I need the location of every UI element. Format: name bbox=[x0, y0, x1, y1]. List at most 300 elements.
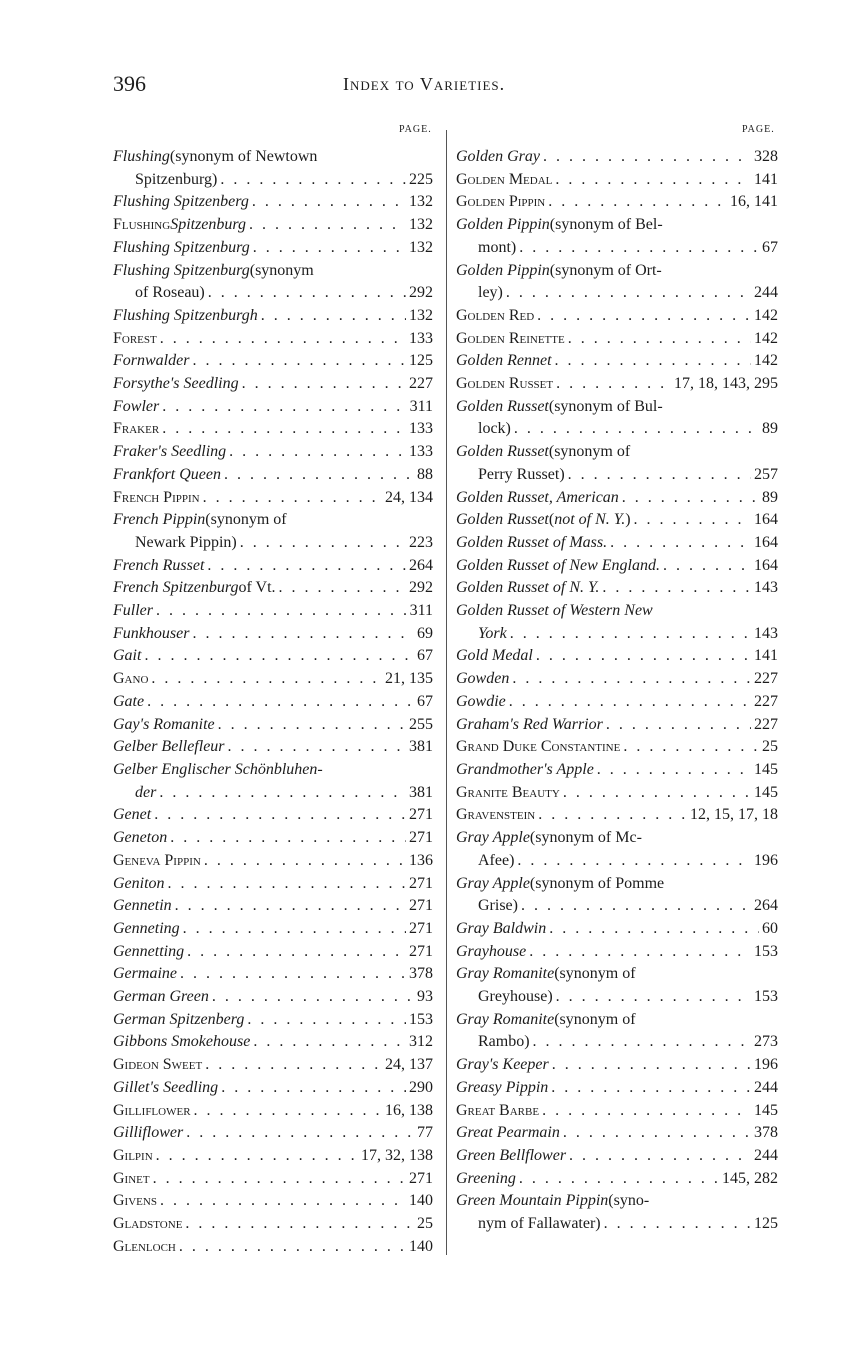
index-entry bbox=[456, 691, 778, 714]
entry-text: Gray Baldwin bbox=[456, 919, 547, 937]
entry-text: (synonym of bbox=[554, 965, 636, 983]
entry-page-number: 77 bbox=[417, 1124, 433, 1142]
index-entry-line bbox=[113, 691, 433, 714]
index-entry-line bbox=[456, 645, 778, 668]
index-entry bbox=[113, 1054, 433, 1077]
dot-leader bbox=[543, 146, 751, 169]
index-entry bbox=[456, 305, 778, 328]
dot-leader bbox=[220, 169, 406, 192]
index-entry bbox=[456, 396, 778, 441]
index-entry bbox=[113, 895, 433, 918]
entry-page-number: 257 bbox=[754, 465, 778, 483]
index-entry bbox=[456, 1054, 778, 1077]
index-entry-line bbox=[113, 1168, 433, 1191]
index-entry bbox=[456, 736, 778, 759]
index-entry-line bbox=[113, 487, 433, 510]
index-entry bbox=[113, 873, 433, 896]
entry-page-number: 67 bbox=[417, 692, 433, 710]
entry-page-number: 271 bbox=[409, 1169, 433, 1187]
index-entry-line bbox=[113, 1077, 433, 1100]
entry-page-number: 89 bbox=[762, 420, 778, 438]
dot-leader bbox=[203, 487, 382, 510]
index-entry-line bbox=[113, 237, 433, 260]
dot-leader bbox=[179, 1236, 406, 1259]
dot-leader bbox=[521, 895, 751, 918]
index-entry-line bbox=[456, 963, 778, 986]
index-entry bbox=[456, 532, 778, 555]
dot-leader bbox=[156, 600, 407, 623]
index-entry bbox=[456, 214, 778, 259]
dot-leader bbox=[154, 804, 406, 827]
index-entry bbox=[113, 1009, 433, 1032]
entry-text: Gano bbox=[113, 670, 149, 688]
index-entry-line bbox=[456, 350, 778, 373]
entry-text: Genet bbox=[113, 806, 152, 824]
dot-leader bbox=[568, 328, 751, 351]
dot-leader bbox=[192, 623, 414, 646]
index-entry-line bbox=[456, 1009, 778, 1032]
dot-leader bbox=[538, 804, 687, 827]
index-entry-line bbox=[456, 418, 778, 441]
entry-text: Golden Russet of Mass. bbox=[456, 533, 608, 551]
entry-page-number: 67 bbox=[417, 647, 433, 665]
entry-page-number: 273 bbox=[754, 1033, 778, 1051]
index-entry bbox=[113, 146, 433, 191]
index-entry bbox=[456, 1077, 778, 1100]
entry-text: Flushing Spitzenburg bbox=[113, 261, 250, 279]
entry-page-number: 132 bbox=[409, 306, 433, 324]
entry-page-number: 25 bbox=[762, 738, 778, 756]
dot-leader bbox=[228, 736, 406, 759]
entry-page-number: 153 bbox=[409, 1010, 433, 1028]
entry-page-number: 264 bbox=[409, 556, 433, 574]
entry-text: Golden Russet of Western New bbox=[456, 602, 653, 620]
entry-page-number: 227 bbox=[754, 670, 778, 688]
dot-leader bbox=[212, 986, 414, 1009]
entry-page-number: 17, 18, 143, 295 bbox=[674, 375, 778, 393]
entry-page-number: 132 bbox=[409, 193, 433, 211]
index-entry bbox=[456, 487, 778, 510]
index-entry bbox=[456, 941, 778, 964]
dot-leader bbox=[224, 464, 414, 487]
index-entry bbox=[113, 1031, 433, 1054]
dot-leader bbox=[510, 623, 751, 646]
entry-text: Golden Russet bbox=[456, 397, 549, 415]
entry-text: Gilliflower bbox=[113, 1124, 184, 1142]
entry-page-number: 24, 137 bbox=[385, 1056, 433, 1074]
entry-text: Fraker's Seedling bbox=[113, 443, 227, 461]
index-entry-line bbox=[456, 850, 778, 873]
entry-page-number: 271 bbox=[409, 942, 433, 960]
entry-text: ley) bbox=[478, 284, 503, 302]
index-entry-line bbox=[113, 146, 433, 169]
entry-text: Perry Russet) bbox=[478, 465, 565, 483]
entry-text: Gideon Sweet bbox=[113, 1056, 203, 1074]
entry-page-number: 16, 141 bbox=[730, 193, 778, 211]
entry-text: York bbox=[478, 624, 507, 642]
index-entry bbox=[113, 850, 433, 873]
entry-page-number: 143 bbox=[754, 624, 778, 642]
right-column-page-label: PAGE. bbox=[742, 124, 775, 135]
index-entry bbox=[113, 1213, 433, 1236]
dot-leader bbox=[606, 714, 751, 737]
entry-page-number: 227 bbox=[754, 692, 778, 710]
index-entry-line bbox=[456, 282, 778, 305]
index-entry bbox=[113, 555, 433, 578]
index-entry-line bbox=[113, 169, 433, 192]
dot-leader bbox=[153, 1168, 406, 1191]
index-right-column bbox=[456, 146, 778, 1236]
entry-text: (synonym of bbox=[554, 1010, 636, 1028]
entry-page-number: 145 bbox=[754, 783, 778, 801]
entry-page-number: 143 bbox=[754, 579, 778, 597]
entry-text: Golden Russet, American bbox=[456, 488, 619, 506]
entry-text: (synonym of bbox=[205, 511, 287, 529]
dot-leader bbox=[252, 191, 406, 214]
entry-page-number: 21, 135 bbox=[385, 670, 433, 688]
entry-text: Greyhouse) bbox=[478, 988, 553, 1006]
index-entry bbox=[113, 827, 433, 850]
index-entry-line bbox=[456, 305, 778, 328]
entry-text: nym of Fallawater) bbox=[478, 1215, 601, 1233]
index-entry-line bbox=[456, 1031, 778, 1054]
dot-leader bbox=[517, 850, 751, 873]
index-entry bbox=[113, 1145, 433, 1168]
entry-page-number: 264 bbox=[754, 897, 778, 915]
index-entry bbox=[456, 1168, 778, 1191]
entry-text: Spitzenburg bbox=[170, 216, 247, 234]
index-entry bbox=[113, 1122, 433, 1145]
entry-text: Geneton bbox=[113, 829, 168, 847]
index-entry bbox=[113, 986, 433, 1009]
entry-text: (synonym of Newtown bbox=[169, 148, 318, 165]
index-entry-line bbox=[113, 1213, 433, 1236]
index-entry-line bbox=[456, 396, 778, 419]
index-entry-line bbox=[113, 328, 433, 351]
index-entry bbox=[113, 441, 433, 464]
entry-text: Graham's Red Warrior bbox=[456, 715, 603, 733]
entry-text: Golden Russet bbox=[456, 511, 549, 529]
dot-leader bbox=[221, 1077, 406, 1100]
running-title: Index to Varieties. bbox=[343, 74, 506, 94]
index-entry-line bbox=[456, 623, 778, 646]
index-entry-line bbox=[113, 191, 433, 214]
dot-leader bbox=[563, 1122, 751, 1145]
entry-page-number: 132 bbox=[409, 216, 433, 234]
entry-text: Germaine bbox=[113, 965, 177, 983]
entry-page-number: 164 bbox=[754, 511, 778, 529]
entry-text: Flushing bbox=[113, 216, 171, 234]
entry-text: Glenloch bbox=[113, 1237, 176, 1255]
index-left-column bbox=[113, 146, 433, 1258]
entry-page-number: 24, 134 bbox=[385, 488, 433, 506]
entry-page-number: 145 bbox=[754, 1101, 778, 1119]
entry-page-number: 125 bbox=[754, 1215, 778, 1233]
index-entry-line bbox=[456, 441, 778, 464]
dot-leader bbox=[151, 668, 382, 691]
dot-leader bbox=[512, 668, 751, 691]
entry-page-number: 164 bbox=[754, 556, 778, 574]
entry-text: Gray Romanite bbox=[456, 1010, 555, 1028]
index-entry-line bbox=[456, 600, 778, 623]
entry-text: Golden Pippin bbox=[456, 193, 546, 211]
entry-text: Gillet's Seedling bbox=[113, 1078, 219, 1096]
entry-text: Greening bbox=[456, 1169, 516, 1187]
index-entry bbox=[456, 804, 778, 827]
entry-text: Rambo) bbox=[478, 1033, 530, 1051]
entry-text: Golden Red bbox=[456, 306, 535, 324]
entry-page-number: 133 bbox=[409, 420, 433, 438]
entry-page-number: 311 bbox=[409, 397, 433, 415]
index-entry bbox=[113, 1100, 433, 1123]
index-entry bbox=[113, 759, 433, 804]
dot-leader bbox=[279, 577, 406, 600]
dot-leader bbox=[159, 782, 406, 805]
entry-text: Flushing bbox=[113, 148, 170, 165]
index-entry-line bbox=[113, 736, 433, 759]
entry-page-number: 328 bbox=[754, 148, 778, 165]
dot-leader bbox=[218, 714, 406, 737]
dot-leader bbox=[207, 555, 406, 578]
entry-page-number: 290 bbox=[409, 1078, 433, 1096]
entry-text: Gibbons Smokehouse bbox=[113, 1033, 251, 1051]
entry-text: Golden Russet bbox=[456, 375, 554, 393]
dot-leader bbox=[168, 873, 406, 896]
index-entry-line bbox=[456, 941, 778, 964]
entry-text: (synonym of Pomme bbox=[529, 874, 665, 892]
entry-page-number: 142 bbox=[754, 352, 778, 370]
dot-leader bbox=[242, 373, 406, 396]
entry-text: der bbox=[135, 783, 157, 801]
dot-leader bbox=[183, 918, 406, 941]
dot-leader bbox=[208, 282, 406, 305]
entry-text: Frankfort Queen bbox=[113, 465, 221, 483]
entry-text: (synonym of Ort- bbox=[549, 261, 662, 279]
index-entry-line bbox=[456, 464, 778, 487]
entry-text: Golden Pippin bbox=[456, 261, 550, 279]
entry-text: Gray Apple bbox=[456, 829, 530, 847]
entry-text: Flushing Spitzenburg bbox=[113, 238, 250, 256]
index-entry-line bbox=[456, 1168, 778, 1191]
index-entry-line bbox=[113, 1236, 433, 1259]
dot-leader bbox=[205, 1054, 382, 1077]
entry-text: Funkhouser bbox=[113, 624, 190, 642]
entry-text: Flushing Spitzenberg bbox=[113, 193, 249, 211]
entry-page-number: 271 bbox=[409, 806, 433, 824]
index-entry-line bbox=[456, 237, 778, 260]
index-entry-line bbox=[456, 191, 778, 214]
index-entry-line bbox=[456, 1077, 778, 1100]
index-entry bbox=[456, 441, 778, 486]
entry-page-number: 378 bbox=[409, 965, 433, 983]
index-entry bbox=[113, 804, 433, 827]
entry-text: Genneting bbox=[113, 919, 180, 937]
index-entry bbox=[113, 714, 433, 737]
page-number: 396 bbox=[113, 71, 146, 96]
index-entry-line bbox=[113, 418, 433, 441]
index-entry-line bbox=[113, 963, 433, 986]
entry-page-number: 311 bbox=[409, 602, 433, 620]
index-entry-line bbox=[456, 577, 778, 600]
entry-text: German Green bbox=[113, 988, 209, 1006]
entry-text: (syno- bbox=[608, 1192, 650, 1210]
dot-leader bbox=[597, 759, 751, 782]
entry-text: Gait bbox=[113, 647, 142, 665]
index-entry bbox=[113, 214, 433, 237]
entry-page-number: 223 bbox=[409, 533, 433, 551]
entry-text: (synonym of Bul- bbox=[548, 397, 663, 415]
dot-leader bbox=[604, 1213, 751, 1236]
index-entry bbox=[113, 963, 433, 986]
dot-leader bbox=[509, 691, 751, 714]
index-entry-line bbox=[456, 827, 778, 850]
index-entry-line bbox=[113, 555, 433, 578]
entry-text: Spitzenburg) bbox=[135, 170, 218, 188]
entry-text: Golden Rennet bbox=[456, 352, 552, 370]
index-entry-line bbox=[456, 668, 778, 691]
index-entry-line bbox=[113, 668, 433, 691]
dot-leader bbox=[506, 282, 751, 305]
entry-text: Fuller bbox=[113, 602, 153, 620]
entry-text: French Spitzenburg bbox=[113, 579, 239, 597]
dot-leader bbox=[194, 1100, 382, 1123]
dot-leader bbox=[555, 169, 751, 192]
index-entry bbox=[456, 1145, 778, 1168]
entry-text: Newark Pippin) bbox=[135, 533, 237, 551]
entry-page-number: 271 bbox=[409, 897, 433, 915]
dot-leader bbox=[514, 418, 759, 441]
index-entry-line bbox=[456, 1145, 778, 1168]
index-entry-line bbox=[113, 714, 433, 737]
entry-text: Givens bbox=[113, 1192, 157, 1210]
entry-text: Granite Beauty bbox=[456, 783, 560, 801]
entry-page-number: 141 bbox=[754, 170, 778, 188]
entry-page-number: 132 bbox=[409, 238, 433, 256]
dot-leader bbox=[537, 305, 751, 328]
entry-text: Gray Apple bbox=[456, 874, 530, 892]
index-entry bbox=[456, 555, 778, 578]
index-entry bbox=[113, 509, 433, 554]
index-entry bbox=[456, 350, 778, 373]
index-entry-line bbox=[113, 373, 433, 396]
index-entry bbox=[113, 941, 433, 964]
entry-text: Ginet bbox=[113, 1169, 150, 1187]
entry-text: Grandmother's Apple bbox=[456, 760, 594, 778]
index-entry-line bbox=[456, 214, 778, 237]
index-entry-line bbox=[456, 759, 778, 782]
index-entry-line bbox=[113, 827, 433, 850]
entry-text: Afee) bbox=[478, 851, 515, 869]
index-entry bbox=[456, 1122, 778, 1145]
entry-text: Golden Russet bbox=[456, 443, 549, 461]
index-entry-line bbox=[456, 782, 778, 805]
index-entry bbox=[456, 873, 778, 918]
entry-text: Gold Medal bbox=[456, 647, 533, 665]
entry-text: mont) bbox=[478, 238, 517, 256]
index-entry-line bbox=[113, 396, 433, 419]
entry-text: Gelber Englischer Schönbluhen- bbox=[113, 760, 323, 778]
entry-text: Gowden bbox=[456, 670, 510, 688]
entry-text: Gay's Romanite bbox=[113, 715, 215, 733]
entry-page-number: 140 bbox=[409, 1237, 433, 1255]
entry-text: lock) bbox=[478, 420, 511, 438]
index-entry bbox=[456, 191, 778, 214]
entry-page-number: 145 bbox=[754, 760, 778, 778]
index-entry-line bbox=[456, 532, 778, 555]
entry-page-number: 136 bbox=[409, 851, 433, 869]
index-entry-line bbox=[113, 1009, 433, 1032]
index-entry-line bbox=[113, 759, 433, 782]
index-entry bbox=[113, 237, 433, 260]
dot-leader bbox=[548, 191, 727, 214]
dot-leader bbox=[551, 1077, 751, 1100]
index-entry-line bbox=[456, 895, 778, 918]
entry-page-number: 67 bbox=[762, 238, 778, 256]
entry-text: Gowdie bbox=[456, 692, 506, 710]
entry-page-number: 381 bbox=[409, 783, 433, 801]
entry-text: Flushing Spitzenburgh bbox=[113, 306, 258, 324]
index-entry-line bbox=[456, 1190, 778, 1213]
index-entry-line bbox=[456, 1213, 778, 1236]
entry-text: Golden Russet of New England. bbox=[456, 556, 660, 574]
entry-text: (synonym bbox=[249, 261, 314, 279]
entry-text: ) bbox=[625, 511, 631, 529]
entry-page-number: 292 bbox=[409, 579, 433, 597]
entry-text: ( bbox=[548, 511, 555, 529]
entry-text: of Roseau) bbox=[135, 284, 205, 302]
index-entry bbox=[456, 759, 778, 782]
entry-page-number: 312 bbox=[409, 1033, 433, 1051]
index-entry bbox=[456, 963, 778, 1008]
entry-text: Gray's Keeper bbox=[456, 1056, 549, 1074]
entry-page-number: 255 bbox=[409, 715, 433, 733]
index-entry bbox=[113, 464, 433, 487]
index-entry-line bbox=[456, 691, 778, 714]
index-entry-line bbox=[113, 464, 433, 487]
index-entry bbox=[113, 918, 433, 941]
index-entry-line bbox=[113, 600, 433, 623]
left-column-page-label: PAGE. bbox=[399, 124, 432, 135]
dot-leader bbox=[623, 736, 759, 759]
index-entry bbox=[456, 328, 778, 351]
entry-page-number: 145, 282 bbox=[722, 1169, 778, 1187]
index-entry bbox=[113, 1077, 433, 1100]
dot-leader bbox=[204, 850, 406, 873]
column-divider bbox=[446, 130, 447, 1255]
entry-page-number: 69 bbox=[417, 624, 433, 642]
entry-text: Green Bellflower bbox=[456, 1146, 567, 1164]
entry-page-number: 271 bbox=[409, 829, 433, 847]
entry-page-number: 244 bbox=[754, 1146, 778, 1164]
entry-text: French Pippin bbox=[113, 511, 206, 529]
entry-page-number: 88 bbox=[417, 465, 433, 483]
index-entry-line bbox=[113, 895, 433, 918]
entry-page-number: 141 bbox=[754, 647, 778, 665]
dot-leader bbox=[187, 941, 406, 964]
index-entry-line bbox=[113, 986, 433, 1009]
index-entry bbox=[113, 645, 433, 668]
index-entry bbox=[113, 668, 433, 691]
entry-text: Grise) bbox=[478, 897, 518, 915]
index-entry bbox=[456, 782, 778, 805]
index-entry bbox=[456, 1100, 778, 1123]
index-entry-line bbox=[456, 918, 778, 941]
entry-page-number: 153 bbox=[754, 942, 778, 960]
index-entry bbox=[456, 169, 778, 192]
index-entry bbox=[456, 600, 778, 645]
entry-page-number: 196 bbox=[754, 1056, 778, 1074]
index-entry-line bbox=[456, 169, 778, 192]
